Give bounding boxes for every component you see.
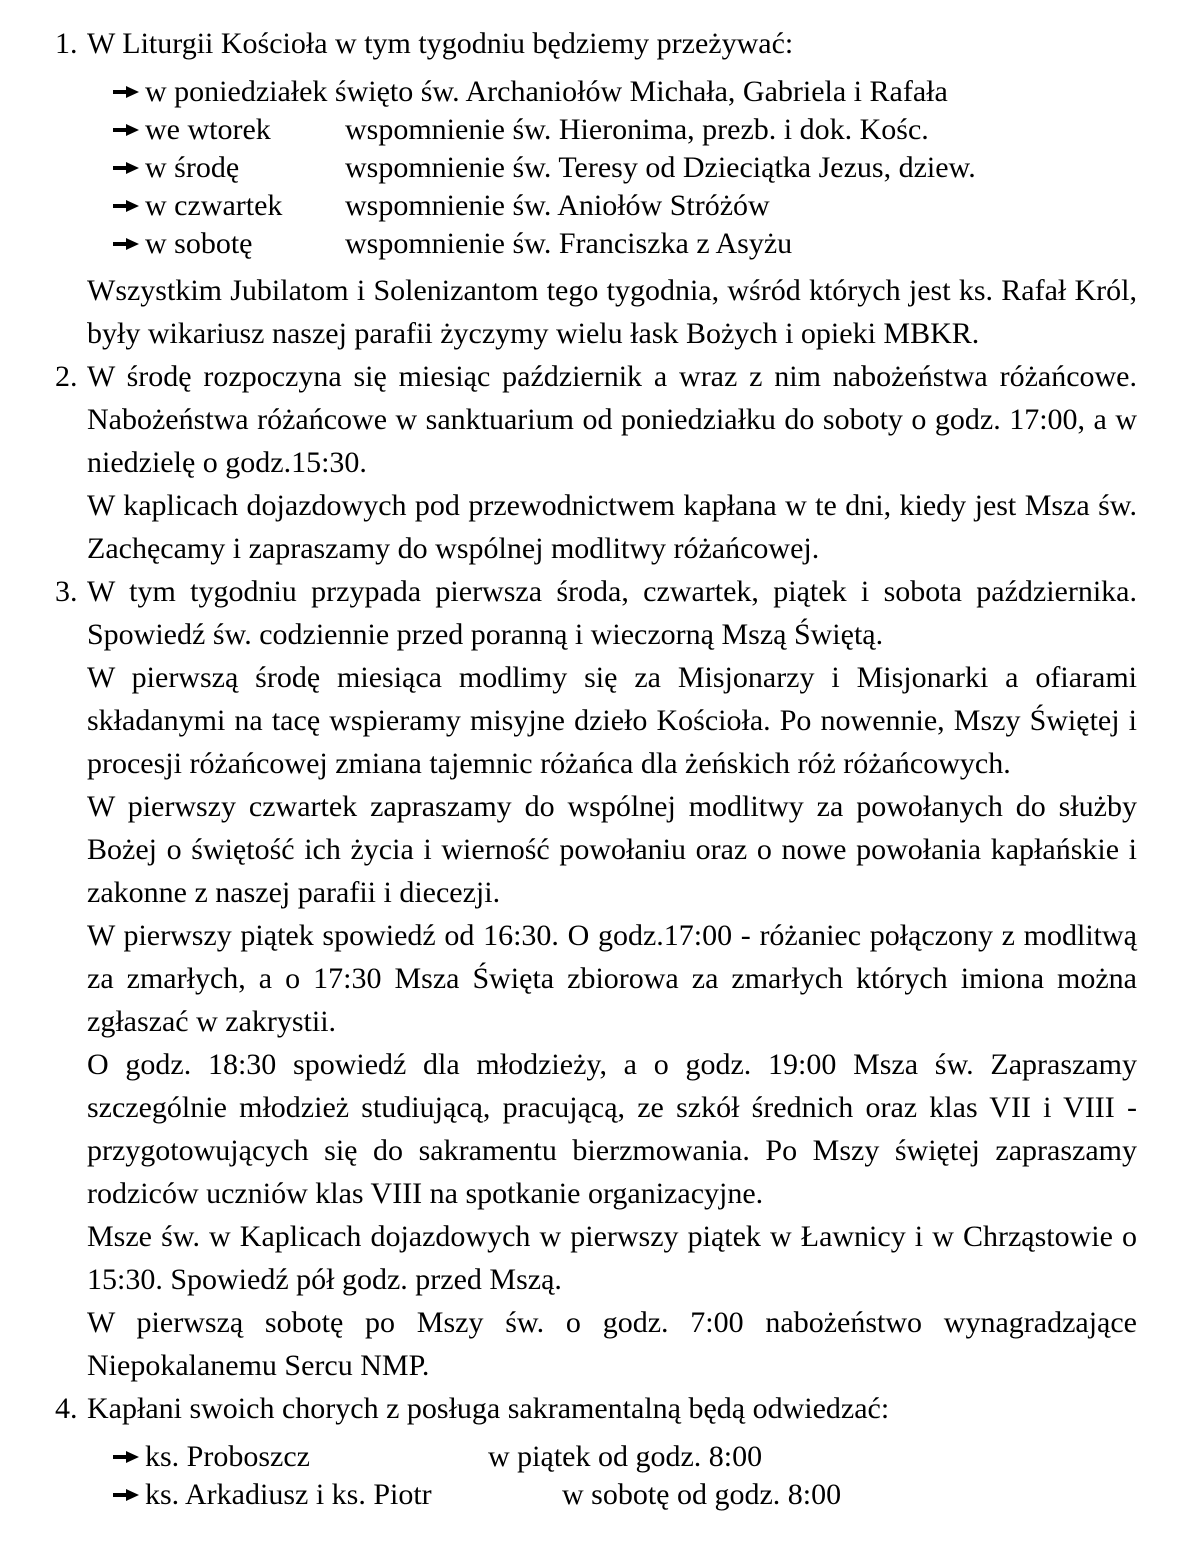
visit-person: ks. Proboszcz (145, 1440, 310, 1473)
schedule-day: w sobotę (145, 227, 253, 260)
schedule-row (87, 149, 1137, 187)
announcement-item-3 (55, 570, 1137, 1387)
item-heading: Kapłani swoich chorych z posługa sakramentalną będą odwiedzać: (87, 1392, 890, 1425)
visit-time: w piątek od godz. 8:00 (488, 1440, 763, 1473)
announcement-item-2 (55, 355, 1137, 570)
arrow-bullet-icon (113, 162, 139, 174)
arrow-bullet-icon (113, 1489, 139, 1501)
visit-time: w sobotę od godz. 8:00 (562, 1478, 842, 1511)
paragraph: O godz. 18:30 spowiedź dla młodzieży, a o godz. 19:00 Msza św. Zapraszamy szczególnie młodzież studiującą, pracującą, ze szkół średnich oraz klas VII i VIII - przygotowujących się do sakramentu bierzmowania. Po Mszy świętej zapraszamy rodziców uczniów klas VIII na spotkanie organizacyjne. (87, 1048, 1137, 1210)
paragraph: W środę rozpoczyna się miesiąc październik a wraz z nim nabożeństwa różańcowe. Nabożeństwa różańcowe w sanktuarium od poniedziałku do soboty o godz. 17:00, a w niedzielę o godz.15:30. (87, 360, 1137, 479)
item-body (87, 1387, 1137, 1520)
paragraph: Msze św. w Kaplicach dojazdowych w pierwszy piątek w Ławnicy i w Chrząstowie o 15:30. Spowiedź pół godz. przed Mszą. (87, 1220, 1137, 1296)
visit-person: ks. Arkadiusz i ks. Piotr (145, 1478, 432, 1511)
schedule-row (87, 111, 1137, 149)
visit-row (87, 1438, 1137, 1476)
schedule-event: wspomnienie św. Teresy od Dzieciątka Jezus, dziew. (345, 151, 976, 184)
schedule-day: we wtorek (145, 113, 271, 146)
schedule-text: w poniedziałek święto św. Archaniołów Michała, Gabriela i Rafała (145, 75, 948, 108)
sick-visits-list (87, 1438, 1137, 1514)
paragraph: W pierwszą środę miesiąca modlimy się za Misjonarzy i Misjonarki a ofiarami składanymi na tacę wspieramy misyjne dzieło Kościoła. Po nowennie, Mszy Świętej i procesji różańcowej zmiana tajemnic różańca dla żeńskich róż różańcowych. (87, 661, 1137, 780)
paragraph: Wszystkim Jubilatom i Solenizantom tego tygodnia, wśród których jest ks. Rafał Król, były wikariusz naszej parafii życzymy wielu łask Bożych i opieki MBKR. (87, 274, 1137, 350)
paragraph: W pierwszy czwartek zapraszamy do wspólnej modlitwy za powołanych do służby Bożej o świętość ich życia i wierność powołaniu oraz o nowe powołania kapłańskie i zakonne z naszej parafii i diecezji. (87, 790, 1137, 909)
paragraph: W tym tygodniu przypada pierwsza środa, czwartek, piątek i sobota października. Spowiedź św. codziennie przed poranną i wieczorną Mszą Świętą. (87, 575, 1137, 651)
item-body (87, 570, 1137, 1387)
schedule-day: w środę (145, 151, 240, 184)
item-body (87, 22, 1137, 355)
arrow-bullet-icon (113, 200, 139, 212)
liturgy-schedule-list (87, 73, 1137, 263)
item-number: 2. (55, 360, 78, 393)
item-number: 4. (55, 1392, 78, 1425)
schedule-row (87, 187, 1137, 225)
item-number: 1. (55, 27, 78, 60)
item-heading: W Liturgii Kościoła w tym tygodniu będziemy przeżywać: (87, 27, 794, 60)
arrow-bullet-icon (113, 86, 139, 98)
schedule-event: wspomnienie św. Aniołów Stróżów (345, 189, 770, 222)
paragraph: W pierwszy piątek spowiedź od 16:30. O godz.17:00 - różaniec połączony z modlitwą za zmarłych, a o 17:30 Msza Święta zbiorowa za zmarłych których imiona można zgłaszać w zakrystii. (87, 919, 1137, 1038)
arrow-bullet-icon (113, 238, 139, 250)
visit-row (87, 1476, 1137, 1514)
arrow-bullet-icon (113, 124, 139, 136)
item-body (87, 355, 1137, 570)
schedule-day: w czwartek (145, 189, 283, 222)
paragraph: W pierwszą sobotę po Mszy św. o godz. 7:00 nabożeństwo wynagradzające Niepokalanemu Sercu NMP. (87, 1306, 1137, 1382)
announcement-item-4 (55, 1387, 1137, 1520)
paragraph: W kaplicach dojazdowych pod przewodnictwem kapłana w te dni, kiedy jest Msza św. Zachęcamy i zapraszamy do wspólnej modlitwy różańcowej. (87, 489, 1137, 565)
schedule-row (87, 225, 1137, 263)
arrow-bullet-icon (113, 1451, 139, 1463)
announcement-item-1 (55, 22, 1137, 355)
schedule-event: wspomnienie św. Hieronima, prezb. i dok. Kośc. (345, 113, 929, 146)
schedule-event: wspomnienie św. Franciszka z Asyżu (345, 227, 793, 260)
item-number: 3. (55, 575, 78, 608)
schedule-row (87, 73, 1137, 111)
